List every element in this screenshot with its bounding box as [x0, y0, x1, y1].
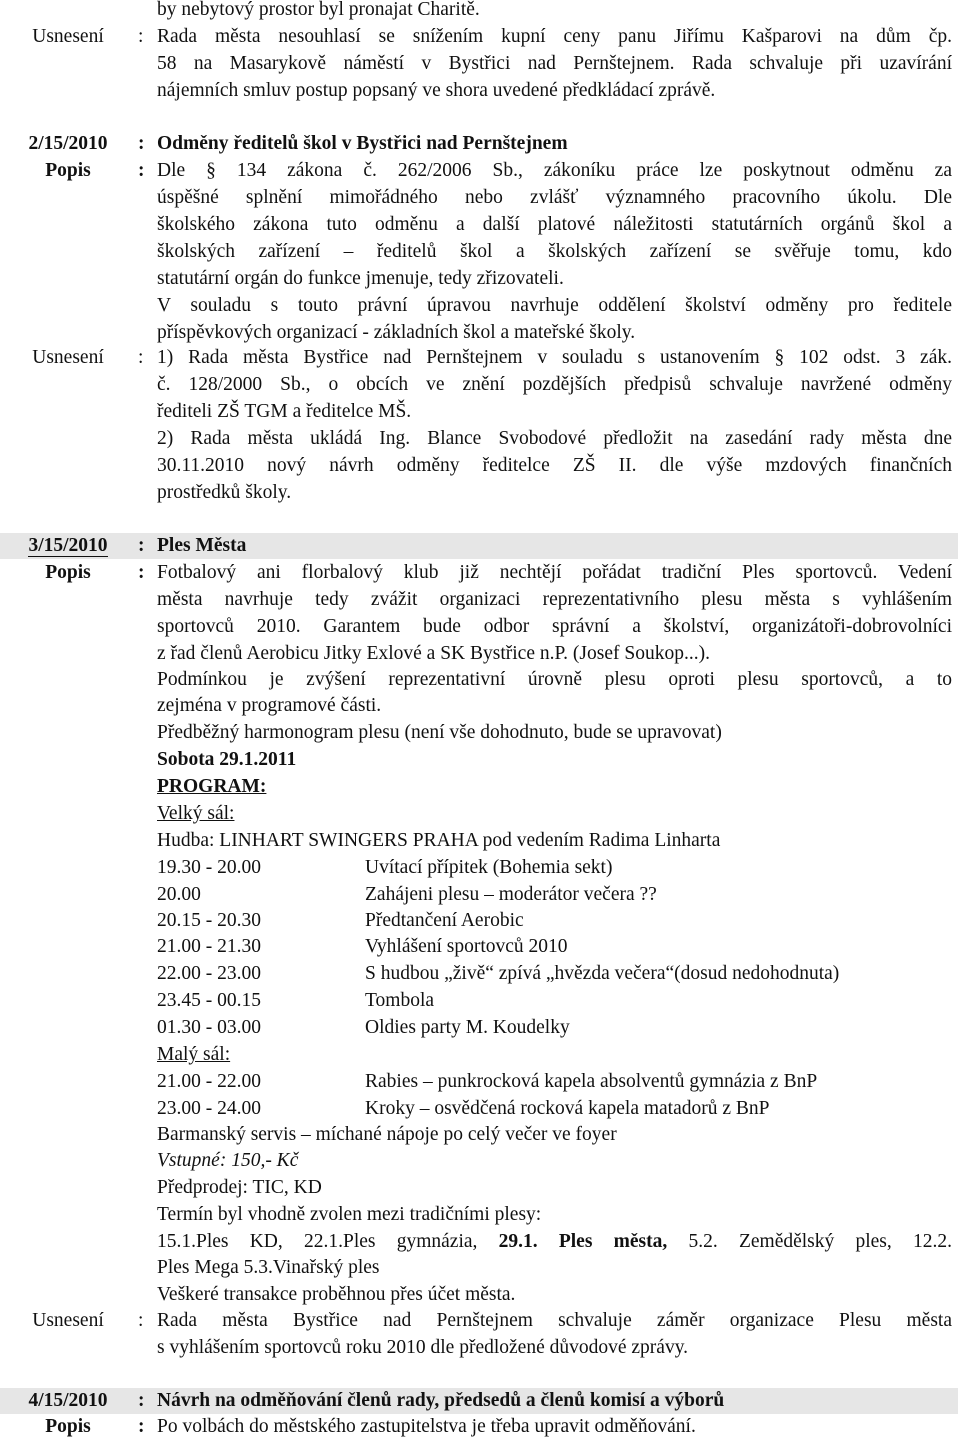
schedule-desc: Kroky – osvědčená rocková kapela matadorů z BnP — [365, 1098, 770, 1119]
usneseni-line: 30.11.2010 nový návrh odměny ředitelce ZŠ II. dle výše mzdových finančních — [157, 455, 952, 476]
usneseni-label: Usnesení — [32, 1310, 104, 1331]
usneseni-line: 2) Rada města ukládá Ing. Blance Svobodové předložit na zasedání rady města dne — [157, 428, 952, 449]
balls-text: 15.1.Ples KD, 22.1.Ples gymnázia, — [157, 1231, 499, 1252]
presale-line: Předprodej: TIC, KD — [157, 1177, 322, 1198]
colon: : — [138, 160, 145, 181]
popis-line: Dle § 134 zákona č. 262/2006 Sb., zákoníku práce lze poskytnout odměnu za — [157, 160, 952, 181]
agenda-item-title: Návrh na odměňování členů rady, předsedů a členů komisí a výborů — [157, 1390, 725, 1411]
big-hall-label: Velký sál: — [157, 803, 235, 824]
balls-line-2: Ples Mega 5.3.Vinařský ples — [157, 1257, 380, 1278]
schedule-desc: Zahájeni plesu – moderátor večera ?? — [365, 884, 657, 905]
term-line: Termín byl vhodně zvolen mezi tradičními plesy: — [157, 1204, 542, 1225]
schedule-time: 20.00 — [157, 884, 201, 905]
usneseni-line: prostředků školy. — [157, 482, 292, 503]
music-line: Hudba: LINHART SWINGERS PRAHA pod vedením Radima Linharta — [157, 830, 721, 851]
popis-line: Po volbách do městského zastupitelstva je třeba upravit odměňování. — [157, 1416, 696, 1437]
bar-line: Barmanský servis – míchané nápoje po celý večer ve foyer — [157, 1124, 617, 1145]
usneseni-line: Rada města nesouhlasí se snížením kupní ceny panu Jiřímu Kašparovi na dům čp. — [157, 26, 952, 47]
usneseni-line: 1) Rada města Bystřice nad Pernštejnem v souladu s ustanovením § 102 odst. 3 zák. — [157, 347, 952, 368]
schedule-time: 21.00 - 22.00 — [157, 1071, 261, 1092]
usneseni-line: 58 na Masarykově náměstí v Bystřici nad Pernštejnem. Rada schvaluje při uzavírání — [157, 53, 952, 74]
usneseni-line: nájemních smluv postup popsaný ve shora uvedené předkládací zprávě. — [157, 80, 716, 101]
schedule-time: 21.00 - 21.30 — [157, 936, 261, 957]
schedule-desc: Oldies party M. Koudelky — [365, 1017, 570, 1038]
transactions-line: Veškeré transakce proběhnou přes účet města. — [157, 1284, 516, 1305]
schedule-desc: Uvítací přípitek (Bohemia sekt) — [365, 857, 613, 878]
colon: : — [138, 1390, 145, 1411]
colon: : — [138, 26, 144, 47]
colon: : — [138, 535, 145, 556]
small-hall-label: Malý sál: — [157, 1044, 231, 1065]
usneseni-label: Usnesení — [32, 347, 104, 368]
agenda-item-date-text: 3/15/2010 — [28, 535, 108, 556]
schedule-time: 22.00 - 23.00 — [157, 963, 261, 984]
popis-line: Podmínkou je zvýšení reprezentativní úrovně plesu oproti plesu sportovců, a to — [157, 669, 952, 690]
colon: : — [138, 1310, 144, 1331]
popis-line: V souladu s touto právní úpravou navrhuje oddělení školství odměny pro ředitele — [157, 295, 952, 316]
popis-line: zejména v programové části. — [157, 695, 382, 716]
program-label: PROGRAM: — [157, 776, 267, 797]
colon: : — [138, 133, 145, 154]
usneseni-line: č. 128/2000 Sb., o obcích ve znění pozdějších předpisů schvaluje navržené odměny — [157, 374, 952, 395]
popis-line: školského zákona tuto odměnu a další platové náležitosti statutárních orgánů škol a — [157, 214, 952, 235]
schedule-time: 23.45 - 00.15 — [157, 990, 261, 1011]
colon: : — [138, 347, 144, 368]
popis-line: příspěvkových organizací - základních škol a mateřské školy. — [157, 322, 636, 343]
agenda-item-title: Ples Města — [157, 535, 247, 556]
popis-label: Popis — [45, 160, 91, 181]
schedule-desc: Vyhlášení sportovců 2010 — [365, 936, 568, 957]
colon: : — [138, 1416, 145, 1437]
usneseni-line: Rada města Bystřice nad Pernštejnem schvaluje záměr organizace Plesu města — [157, 1310, 952, 1331]
agenda-item-date: 2/15/2010 — [28, 133, 108, 154]
schedule-desc: Tombola — [365, 990, 435, 1011]
usneseni-line: s vyhlášením sportovců roku 2010 dle předložené důvodové zprávy. — [157, 1337, 689, 1358]
agenda-item-date — [0, 533, 136, 560]
popis-line: města navrhuje tedy zvážit organizaci reprezentativního plesu města s vyhlášením — [157, 589, 952, 610]
entry-fee: Vstupné: 150,- Kč — [157, 1150, 299, 1171]
schedule-time: 23.00 - 24.00 — [157, 1098, 261, 1119]
popis-line: úspěšné splnění mimořádného nebo zvlášť významného pracovního úkolu. Dle — [157, 187, 952, 208]
popis-line: Fotbalový ani florbalový klub již nechtějí pořádat tradiční Ples sportovců. Vedení — [157, 562, 952, 583]
popis-line: školských zařízení – ředitelů škol a školských zařízení se svěřuje tomu, kdo — [157, 241, 952, 262]
balls-text: 5.2. Zemědělský ples, 12.2. — [667, 1231, 952, 1252]
colon: : — [138, 562, 145, 583]
popis-label: Popis — [45, 562, 91, 583]
balls-line — [157, 1229, 952, 1256]
city-ball: 29.1. Ples města, — [498, 1231, 668, 1252]
schedule-desc: S hudbou „živě“ zpívá „hvězda večera“(dosud nedohodnuta) — [365, 963, 840, 984]
agenda-item-date: 4/15/2010 — [28, 1390, 108, 1411]
schedule-time: 19.30 - 20.00 — [157, 857, 261, 878]
popis-line: z řad členů Aerobicu Jitky Exlové a SK Bystřice n.P. (Josef Soukop...). — [157, 643, 710, 664]
continuation-text: by nebytový prostor byl pronajat Charitě. — [157, 0, 480, 20]
schedule-time: 01.30 - 03.00 — [157, 1017, 261, 1038]
event-date: Sobota 29.1.2011 — [157, 749, 297, 770]
usneseni-label: Usnesení — [32, 26, 104, 47]
schedule-desc: Předtančení Aerobic — [365, 910, 524, 931]
popis-line: statutární orgán do funkce jmenuje, tedy zřizovateli. — [157, 268, 564, 289]
schedule-desc: Rabies – punkrocková kapela absolventů gymnázia z BnP — [365, 1071, 818, 1092]
popis-line: sportovců 2010. Garantem bude odbor správní a školství, organizátoři-dobrovolníci — [157, 616, 952, 637]
popis-label: Popis — [45, 1416, 91, 1437]
usneseni-line: řediteli ZŠ TGM a ředitelce MŠ. — [157, 401, 412, 422]
schedule-time: 20.15 - 20.30 — [157, 910, 261, 931]
popis-line: Předběžný harmonogram plesu (není vše dohodnuto, bude se upravovat) — [157, 722, 722, 743]
agenda-item-title: Odměny ředitelů škol v Bystřici nad Pernštejnem — [157, 133, 568, 154]
